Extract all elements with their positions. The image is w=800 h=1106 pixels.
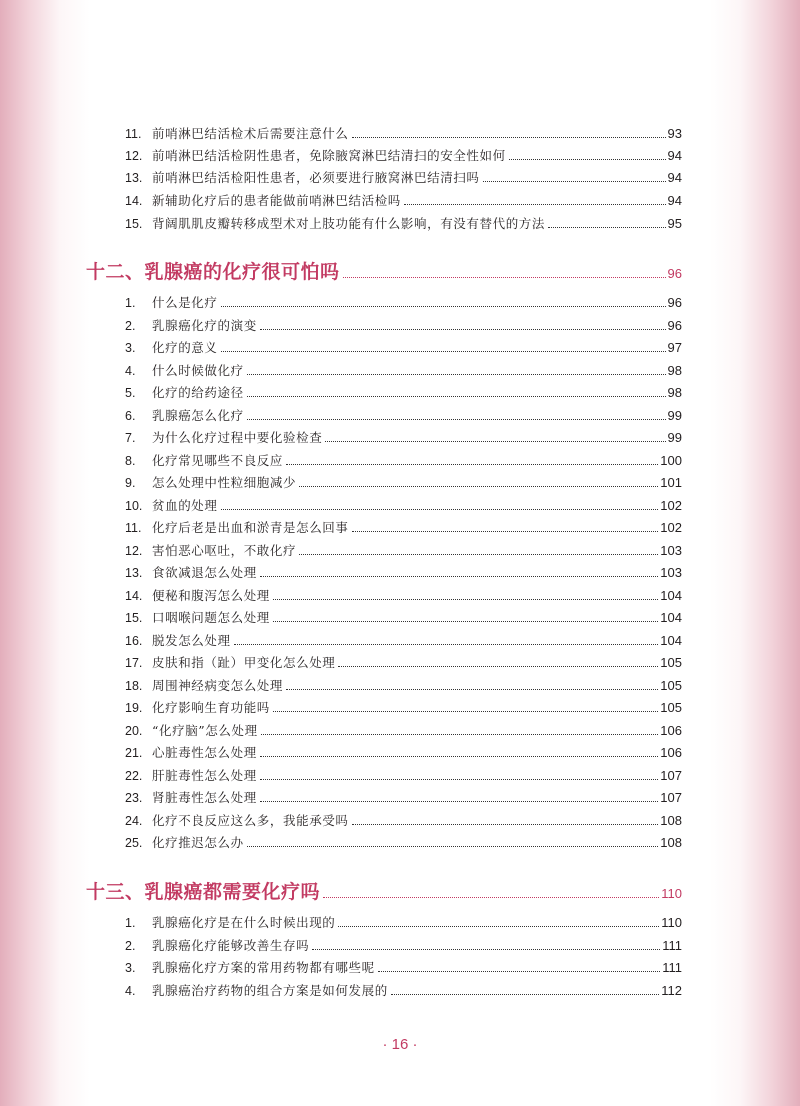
entry-number: 20. bbox=[125, 723, 143, 738]
dot-leader bbox=[247, 396, 666, 397]
entry-title: 化疗推迟怎么办 bbox=[152, 835, 244, 850]
entry-number: 6. bbox=[125, 408, 136, 423]
dot-leader bbox=[260, 329, 666, 330]
toc-entry[interactable] bbox=[125, 694, 682, 716]
entry-page: 94 bbox=[667, 148, 682, 163]
dot-leader bbox=[221, 351, 666, 352]
entry-number: 4. bbox=[125, 983, 136, 998]
entry-title: 皮肤和指（趾）甲变化怎么处理 bbox=[152, 655, 336, 670]
toc-entry[interactable] bbox=[125, 289, 682, 311]
toc-entry[interactable] bbox=[125, 492, 682, 514]
entry-number: 2. bbox=[125, 938, 136, 953]
toc-entry[interactable] bbox=[125, 142, 682, 164]
entry-title: 新辅助化疗后的患者能做前哨淋巴结活检吗 bbox=[152, 193, 401, 208]
entry-title: 前哨淋巴结活检阴性患者，免除腋窝淋巴结清扫的安全性如何 bbox=[152, 148, 506, 163]
entry-title: 乳腺癌化疗是在什么时候出现的 bbox=[152, 915, 336, 930]
entry-page: 108 bbox=[660, 835, 682, 850]
entry-page: 98 bbox=[667, 362, 682, 378]
entry-page: 111 bbox=[662, 937, 682, 953]
toc-entry[interactable] bbox=[125, 312, 682, 334]
dot-leader bbox=[247, 374, 666, 375]
entry-page: 112 bbox=[661, 982, 682, 998]
entry-title: “化疗脑”怎么处理 bbox=[152, 722, 258, 738]
entry-title: 害怕恶心呕吐，不敢化疗 bbox=[152, 542, 297, 558]
toc-entry[interactable] bbox=[125, 807, 682, 829]
toc-entry[interactable] bbox=[125, 739, 682, 761]
entry-number: 11. bbox=[125, 127, 142, 141]
toc-entry[interactable] bbox=[125, 537, 682, 559]
dot-leader bbox=[338, 926, 659, 927]
entry-page: 99 bbox=[667, 430, 682, 445]
dot-leader bbox=[404, 204, 666, 205]
entry-page: 110 bbox=[661, 915, 682, 930]
toc-entry[interactable] bbox=[125, 784, 682, 806]
entry-title: 前哨淋巴结活检术后需要注意什么 bbox=[152, 126, 349, 141]
toc-entry[interactable] bbox=[125, 604, 682, 626]
entry-number: 13. bbox=[125, 566, 143, 580]
entry-title: 乳腺癌化疗能够改善生存吗 bbox=[152, 937, 310, 953]
dot-leader bbox=[286, 689, 658, 690]
dot-leader bbox=[221, 306, 666, 307]
entry-page: 105 bbox=[660, 700, 682, 715]
entry-page: 105 bbox=[660, 655, 682, 670]
entry-page: 100 bbox=[660, 452, 682, 468]
entry-title: 化疗的给药途径 bbox=[152, 385, 244, 400]
entry-page: 107 bbox=[660, 767, 682, 783]
entry-number: 17. bbox=[125, 656, 143, 670]
entry-title: 为什么化疗过程中要化验检查 bbox=[152, 430, 323, 445]
dot-leader bbox=[260, 801, 658, 802]
entry-number: 2. bbox=[125, 318, 136, 333]
dot-leader bbox=[286, 464, 658, 465]
dot-leader bbox=[548, 227, 666, 228]
toc-entry[interactable] bbox=[125, 909, 682, 931]
entry-title: 怎么处理中性粒细胞减少 bbox=[152, 475, 297, 490]
entry-page: 96 bbox=[667, 295, 682, 310]
chapter-heading[interactable] bbox=[86, 874, 682, 904]
toc-entry[interactable] bbox=[125, 334, 682, 356]
entry-page: 102 bbox=[660, 497, 682, 513]
entry-number: 12. bbox=[125, 149, 143, 163]
entry-title: 肝脏毒性怎么处理 bbox=[152, 767, 257, 783]
entry-number: 15. bbox=[125, 217, 143, 231]
dot-leader bbox=[312, 949, 660, 950]
entry-number: 18. bbox=[125, 678, 143, 693]
entry-page: 101 bbox=[660, 475, 682, 490]
chapter-title: 十二、乳腺癌的化疗很可怕吗 bbox=[86, 261, 340, 283]
entry-title: 心脏毒性怎么处理 bbox=[152, 745, 257, 760]
entry-page: 111 bbox=[662, 960, 682, 975]
entry-page: 94 bbox=[667, 193, 682, 208]
dot-leader bbox=[221, 509, 659, 510]
dot-leader bbox=[352, 824, 659, 825]
entry-page: 104 bbox=[660, 632, 682, 648]
dot-leader bbox=[343, 277, 666, 278]
entry-number: 1. bbox=[125, 916, 136, 930]
entry-page: 103 bbox=[660, 542, 682, 558]
entry-number: 8. bbox=[125, 453, 136, 468]
chapter-page: 110 bbox=[661, 886, 682, 901]
toc-entry[interactable] bbox=[125, 829, 682, 851]
dot-leader bbox=[247, 846, 659, 847]
entry-title: 什么是化疗 bbox=[152, 295, 218, 310]
entry-page: 102 bbox=[660, 520, 682, 535]
dot-leader bbox=[352, 531, 659, 532]
dot-leader bbox=[391, 994, 659, 995]
toc-entry[interactable] bbox=[125, 379, 682, 401]
entry-title: 什么时候做化疗 bbox=[152, 362, 244, 378]
entry-title: 食欲减退怎么处理 bbox=[152, 565, 257, 580]
toc-entry[interactable] bbox=[125, 932, 682, 954]
entry-title: 乳腺癌化疗方案的常用药物都有哪些呢 bbox=[152, 960, 375, 975]
entry-number: 23. bbox=[125, 791, 143, 805]
entry-page: 108 bbox=[660, 812, 682, 828]
toc-entry[interactable] bbox=[125, 210, 682, 232]
entry-title: 脱发怎么处理 bbox=[152, 632, 231, 648]
entry-number: 3. bbox=[125, 961, 136, 975]
entry-number: 15. bbox=[125, 611, 143, 625]
entry-number: 24. bbox=[125, 813, 143, 828]
entry-title: 化疗影响生育功能吗 bbox=[152, 700, 270, 715]
chapter-heading[interactable] bbox=[86, 254, 682, 284]
dot-leader bbox=[273, 621, 658, 622]
toc-entry[interactable] bbox=[125, 559, 682, 581]
toc-entry[interactable] bbox=[125, 717, 682, 739]
entry-title: 乳腺癌治疗药物的组合方案是如何发展的 bbox=[152, 982, 388, 998]
entry-number: 12. bbox=[125, 543, 143, 558]
chapter-page: 96 bbox=[667, 266, 682, 281]
toc-entry[interactable] bbox=[125, 187, 682, 209]
dot-leader bbox=[299, 554, 658, 555]
dot-leader bbox=[325, 441, 665, 442]
page-number: · 16 · bbox=[382, 1036, 418, 1053]
entry-number: 1. bbox=[125, 296, 136, 310]
entry-number: 21. bbox=[125, 746, 143, 760]
entry-title: 乳腺癌化疗的演变 bbox=[152, 317, 257, 333]
toc-entry[interactable] bbox=[125, 447, 682, 469]
entry-page: 106 bbox=[660, 722, 682, 738]
entry-title: 贫血的处理 bbox=[152, 497, 218, 513]
dot-leader bbox=[323, 897, 659, 898]
entry-page: 95 bbox=[667, 216, 682, 231]
dot-leader bbox=[378, 971, 661, 972]
entry-number: 16. bbox=[125, 633, 143, 648]
entry-page: 99 bbox=[667, 407, 682, 423]
entry-number: 10. bbox=[125, 498, 143, 513]
entry-page: 103 bbox=[660, 565, 682, 580]
entry-title: 肾脏毒性怎么处理 bbox=[152, 790, 257, 805]
entry-page: 98 bbox=[667, 385, 682, 400]
entry-page: 107 bbox=[660, 790, 682, 805]
dot-leader bbox=[273, 711, 658, 712]
entry-title: 口咽喉问题怎么处理 bbox=[152, 610, 270, 625]
toc-entry[interactable] bbox=[125, 120, 682, 142]
dot-leader bbox=[260, 779, 658, 780]
dot-leader bbox=[247, 419, 666, 420]
dot-leader bbox=[260, 756, 658, 757]
entry-page: 97 bbox=[667, 340, 682, 355]
toc-entry[interactable] bbox=[125, 424, 682, 446]
toc-entry[interactable] bbox=[125, 627, 682, 649]
dot-leader bbox=[483, 181, 666, 182]
entry-number: 25. bbox=[125, 836, 143, 850]
entry-number: 5. bbox=[125, 386, 136, 400]
dot-leader bbox=[273, 599, 658, 600]
entry-title: 背阔肌肌皮瓣转移成型术对上肢功能有什么影响，有没有替代的方法 bbox=[152, 216, 546, 231]
toc-entry[interactable] bbox=[125, 672, 682, 694]
entry-title: 化疗不良反应这么多，我能承受吗 bbox=[152, 812, 349, 828]
entry-number: 14. bbox=[125, 588, 143, 603]
dot-leader bbox=[260, 576, 658, 577]
toc-entry[interactable] bbox=[125, 164, 682, 186]
entry-number: 19. bbox=[125, 701, 143, 715]
entry-title: 乳腺癌怎么化疗 bbox=[152, 407, 244, 423]
toc-entry[interactable] bbox=[125, 402, 682, 424]
entry-number: 22. bbox=[125, 768, 143, 783]
entry-title: 前哨淋巴结活检阳性患者，必须要进行腋窝淋巴结清扫吗 bbox=[152, 170, 480, 185]
entry-number: 14. bbox=[125, 194, 143, 208]
entry-page: 105 bbox=[660, 677, 682, 693]
entry-page: 104 bbox=[660, 587, 682, 603]
entry-page: 93 bbox=[667, 126, 682, 141]
dot-leader bbox=[299, 486, 658, 487]
dot-leader bbox=[261, 734, 659, 735]
dot-leader bbox=[338, 666, 658, 667]
toc-entry[interactable] bbox=[125, 762, 682, 784]
toc-entry[interactable] bbox=[125, 469, 682, 491]
entry-title: 化疗常见哪些不良反应 bbox=[152, 452, 284, 468]
entry-number: 11. bbox=[125, 521, 142, 535]
toc-entry[interactable] bbox=[125, 649, 682, 671]
dot-leader bbox=[509, 159, 666, 160]
entry-title: 化疗的意义 bbox=[152, 340, 218, 355]
entry-number: 3. bbox=[125, 341, 136, 355]
toc-entry[interactable] bbox=[125, 514, 682, 536]
dot-leader bbox=[352, 137, 666, 138]
entry-number: 4. bbox=[125, 363, 136, 378]
entry-number: 9. bbox=[125, 476, 136, 490]
toc-entry[interactable] bbox=[125, 977, 682, 999]
entry-number: 13. bbox=[125, 171, 143, 185]
entry-title: 周围神经病变怎么处理 bbox=[152, 677, 284, 693]
chapter-title: 十三、乳腺癌都需要化疗吗 bbox=[86, 881, 321, 903]
entry-page: 96 bbox=[667, 317, 682, 333]
toc-entry[interactable] bbox=[125, 582, 682, 604]
toc-entry[interactable] bbox=[125, 357, 682, 379]
entry-page: 104 bbox=[660, 610, 682, 625]
dot-leader bbox=[234, 644, 659, 645]
toc-entry[interactable] bbox=[125, 954, 682, 976]
entry-number: 7. bbox=[125, 431, 136, 445]
entry-page: 94 bbox=[667, 170, 682, 185]
entry-title: 化疗后老是出血和淤青是怎么回事 bbox=[152, 520, 349, 535]
entry-title: 便秘和腹泻怎么处理 bbox=[152, 587, 270, 603]
entry-page: 106 bbox=[660, 745, 682, 760]
